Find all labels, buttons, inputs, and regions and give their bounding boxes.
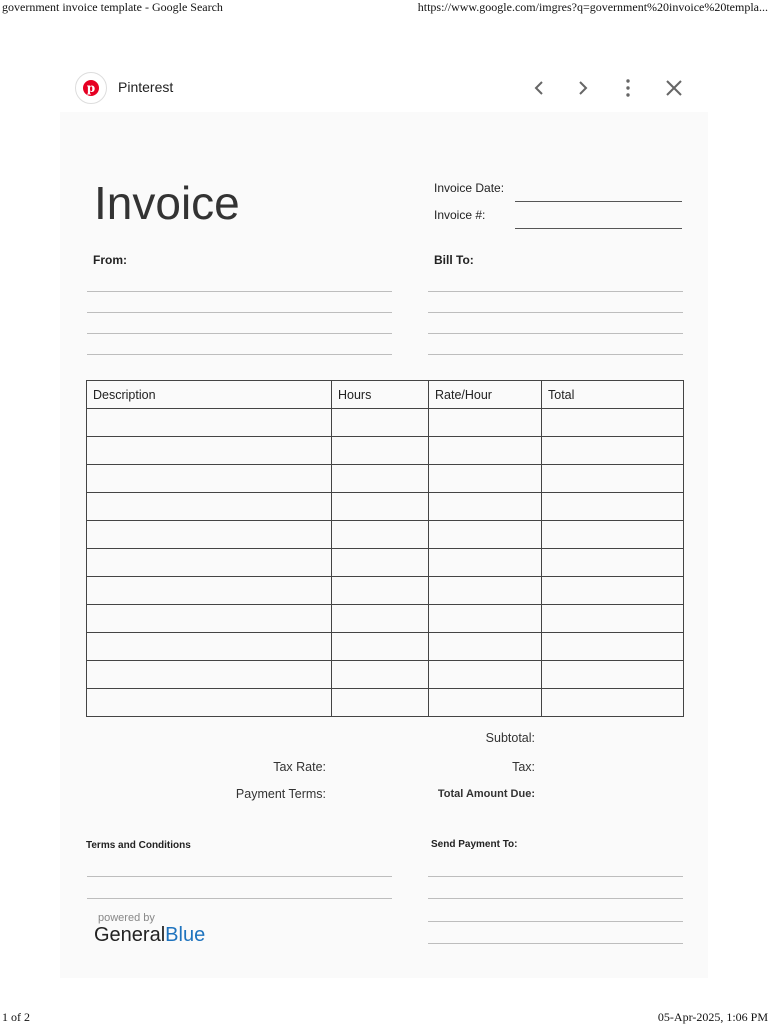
cell-rate	[429, 409, 542, 437]
send-payment-to-label: Send Payment To:	[431, 839, 518, 850]
more-vert-icon[interactable]	[617, 77, 639, 99]
print-page-count: 1 of 2	[2, 1010, 30, 1024]
cell-rate	[429, 465, 542, 493]
cell-hours	[332, 437, 429, 465]
cell-hours	[332, 493, 429, 521]
send-payment-line	[428, 921, 683, 922]
cell-total	[542, 605, 684, 633]
invoice-number-line	[515, 228, 682, 229]
invoice-date-label: Invoice Date:	[434, 181, 505, 195]
table-row	[87, 409, 684, 437]
subtotal-label: Subtotal:	[485, 731, 535, 745]
cell-hours	[332, 409, 429, 437]
cell-description	[87, 577, 332, 605]
cell-hours	[332, 577, 429, 605]
invoice-title: Invoice	[94, 177, 240, 229]
invoice-date-line	[515, 201, 682, 202]
cell-hours	[332, 465, 429, 493]
terms-line	[87, 876, 392, 877]
from-line	[87, 312, 392, 313]
source-name[interactable]: Pinterest	[118, 79, 174, 95]
column-header-rate: Rate/Hour	[429, 381, 542, 409]
cell-description	[87, 633, 332, 661]
cell-hours	[332, 605, 429, 633]
cell-rate	[429, 577, 542, 605]
tax-label: Tax:	[512, 760, 535, 774]
column-header-description: Description	[87, 381, 332, 409]
table-row	[87, 633, 684, 661]
brand-text-general: General	[94, 924, 166, 946]
send-payment-line	[428, 943, 683, 944]
pinterest-glyph: p	[83, 80, 99, 96]
line-items-table	[86, 380, 684, 717]
table-row	[87, 521, 684, 549]
cell-description	[87, 661, 332, 689]
tax-rate-label: Tax Rate:	[273, 760, 326, 774]
total-amount-due-label: Total Amount Due:	[437, 788, 535, 800]
terms-and-conditions-label: Terms and Conditions	[86, 840, 191, 851]
cell-hours	[332, 521, 429, 549]
bill-to-line	[428, 291, 683, 292]
invoice-number-label: Invoice #:	[434, 208, 486, 222]
column-header-total: Total	[542, 381, 684, 409]
table-row	[87, 549, 684, 577]
cell-rate	[429, 633, 542, 661]
cell-hours	[332, 633, 429, 661]
table-header-row	[87, 381, 684, 409]
cell-rate	[429, 549, 542, 577]
pinterest-logo-icon[interactable]	[75, 72, 107, 104]
chevron-left-icon[interactable]	[528, 77, 550, 99]
from-line	[87, 291, 392, 292]
table-row	[87, 577, 684, 605]
cell-description	[87, 493, 332, 521]
cell-rate	[429, 689, 542, 717]
cell-total	[542, 493, 684, 521]
cell-rate	[429, 661, 542, 689]
from-label: From:	[93, 253, 127, 267]
brand-text-blue: Blue	[165, 924, 206, 946]
bill-to-line	[428, 333, 683, 334]
bill-to-line	[428, 312, 683, 313]
table-row	[87, 689, 684, 717]
chevron-right-icon[interactable]	[572, 77, 594, 99]
powered-by-label: powered by	[98, 912, 155, 924]
from-line	[87, 333, 392, 334]
cell-total	[542, 577, 684, 605]
payment-terms-label: Payment Terms:	[235, 787, 326, 801]
table-row	[87, 465, 684, 493]
cell-rate	[429, 437, 542, 465]
cell-hours	[332, 661, 429, 689]
generalblue-logo	[94, 924, 205, 947]
cell-description	[87, 605, 332, 633]
cell-description	[87, 521, 332, 549]
cell-total	[542, 661, 684, 689]
table-row	[87, 605, 684, 633]
from-line	[87, 354, 392, 355]
cell-description	[87, 409, 332, 437]
cell-total	[542, 549, 684, 577]
cell-total	[542, 465, 684, 493]
send-payment-line	[428, 898, 683, 899]
send-payment-line	[428, 876, 683, 877]
cell-description	[87, 689, 332, 717]
cell-total	[542, 409, 684, 437]
table-row	[87, 661, 684, 689]
print-page-title: government invoice template - Google Search	[2, 0, 223, 14]
cell-total	[542, 521, 684, 549]
table-row	[87, 493, 684, 521]
column-header-hours: Hours	[332, 381, 429, 409]
table-row	[87, 437, 684, 465]
bill-to-line	[428, 354, 683, 355]
print-url: https://www.google.com/imgres?q=government%20invoice%20templa...	[417, 0, 768, 14]
cell-rate	[429, 493, 542, 521]
cell-hours	[332, 549, 429, 577]
terms-line	[87, 898, 392, 899]
cell-description	[87, 437, 332, 465]
image-viewer-header	[60, 68, 708, 108]
invoice-image[interactable]	[60, 112, 708, 978]
cell-total	[542, 689, 684, 717]
cell-rate	[429, 605, 542, 633]
print-timestamp: 05-Apr-2025, 1:06 PM	[657, 1010, 768, 1024]
cell-total	[542, 437, 684, 465]
close-icon[interactable]	[663, 77, 685, 99]
cell-rate	[429, 521, 542, 549]
cell-description	[87, 465, 332, 493]
cell-hours	[332, 689, 429, 717]
bill-to-label: Bill To:	[434, 253, 474, 267]
cell-total	[542, 633, 684, 661]
cell-description	[87, 549, 332, 577]
